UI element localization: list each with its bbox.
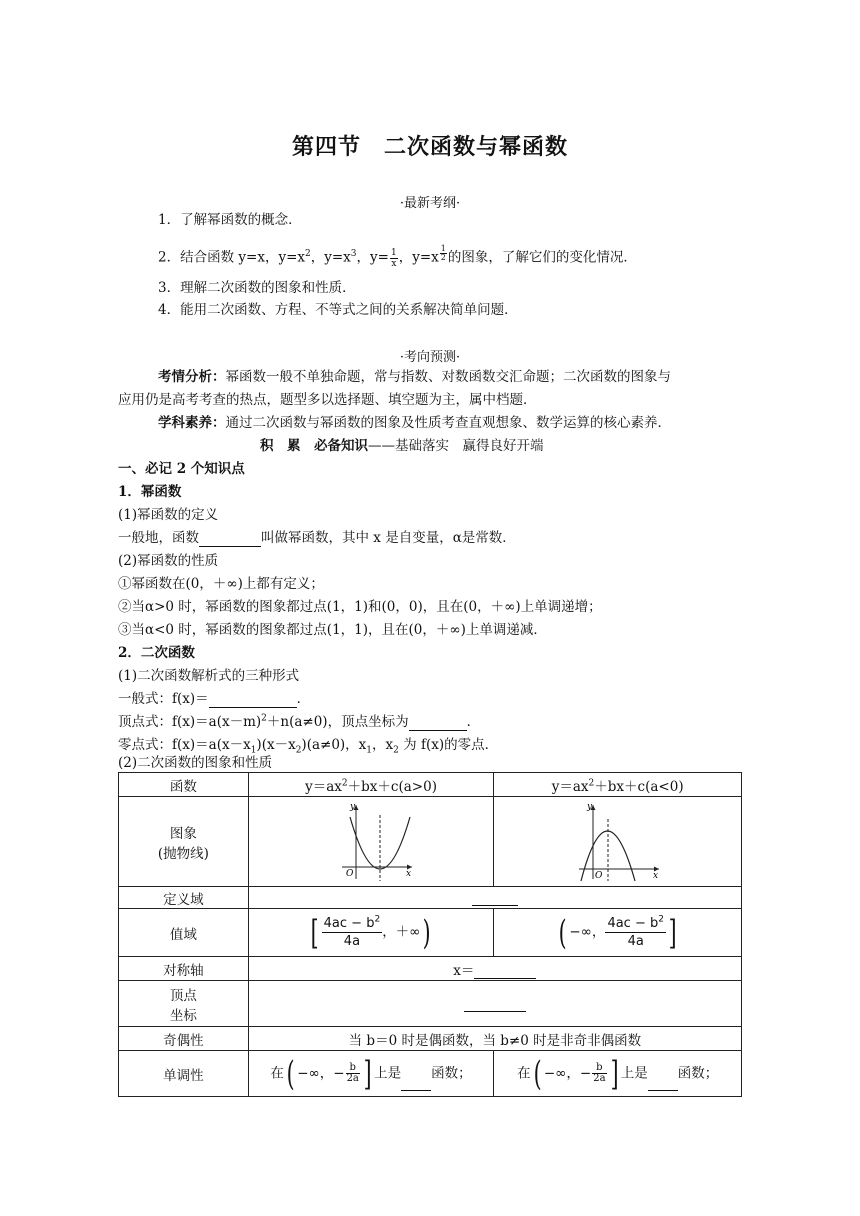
forecast-literacy: 学科素养：通过二次函数与幂函数的图象及性质考查直观想象、数学运算的核心素养．: [158, 415, 671, 431]
power-prop-2: ②当α>0 时，幂函数的图象都过点(1，1)和(0，0)，且在(0，＋∞)上单调递增；: [118, 599, 602, 615]
fill-blank: [209, 694, 297, 708]
range-a-positive: [ $\frac{4ac - b^2}{4a}$ ，＋∞): [248, 909, 494, 957]
syllabus-item-1: 1．了解幂函数的概念．: [158, 212, 302, 228]
quadratic-forms-title: (1)二次函数解析式的三种形式: [118, 668, 300, 684]
svg-text:y: y: [586, 801, 592, 812]
fraction-one-over-x: $\frac{1}{x}$: [390, 247, 397, 269]
fraction-b-over-2a: $\frac{b}{2a}$: [346, 1062, 359, 1084]
svg-text:O: O: [594, 870, 603, 881]
table-row: [119, 1027, 742, 1051]
svg-text:y: y: [350, 801, 356, 812]
vertex-form: 顶点式：$f(x)=a(x-m)^2+n(a\ne 0)$，顶点坐标为 ．: [118, 713, 481, 730]
header-a-positive: $y=ax^2+bx+c(a>0)$: [248, 773, 494, 797]
forecast-analysis-line-2: 应用仍是高考考查的热点，题型多以选择题、填空题为主，属中档题．: [118, 392, 537, 408]
page-title: 第四节 二次函数与幂函数: [291, 135, 568, 160]
graph-downward-parabola: [494, 797, 742, 887]
power-prop-title: (2)幂函数的性质: [118, 553, 219, 569]
range-fraction: $\frac{4ac - b^2}{4a}$: [607, 914, 664, 949]
upward-parabola-graph: [326, 801, 416, 883]
label-range: 值域: [119, 909, 249, 957]
fill-blank: [648, 1077, 678, 1091]
power-def-text: 一般地，函数 叫做幂函数，其中 x 是自变量，α是常数．: [118, 530, 516, 546]
monotonicity-a-negative: 在( −∞，− $\frac{b}{2a}$ ] 上是 函数；: [494, 1051, 742, 1097]
table-row: [119, 797, 742, 887]
forecast-heading: ·考向预测·: [399, 350, 461, 365]
general-form: 一般式：f(x)＝ ．: [118, 691, 311, 707]
range-a-negative: ( −∞， $\frac{4ac - b^2}{4a}$ ]: [494, 909, 742, 957]
power-def-title: (1)幂函数的定义: [118, 507, 219, 523]
axis-cell: x＝: [248, 957, 741, 981]
table-row: [119, 957, 742, 981]
quadratic-properties-table: [118, 772, 742, 1097]
range-fraction: $\frac{4ac - b^2}{4a}$: [323, 914, 381, 949]
fill-blank: [409, 717, 467, 731]
fill-blank: [474, 965, 536, 979]
table-row: [119, 773, 742, 797]
label-monotonicity: 单调性: [119, 1051, 249, 1097]
fill-blank: [199, 533, 261, 547]
graph-upward-parabola: [248, 797, 494, 887]
power-prop-3: ③当α<0 时，幂函数的图象都过点(1，1)，且在(0，＋∞)上单调递减．: [118, 622, 547, 638]
fill-blank: [464, 998, 526, 1012]
downward-parabola-graph: [573, 801, 663, 883]
forecast-analysis-line-1: 考情分析：幂函数一般不单独命题，常与指数、对数函数交汇命题；二次函数的图象与: [158, 369, 671, 385]
section-banner: 积 累 必备知识——基础落实 赢得良好开端: [260, 438, 544, 454]
graph-props-title: (2)二次函数的图象和性质: [118, 755, 273, 771]
fill-blank: [401, 1077, 431, 1091]
header-function: 函数: [119, 773, 249, 797]
table-row: [119, 887, 742, 909]
syllabus-heading: ·最新考纲·: [399, 196, 461, 211]
fraction-one-half-exponent: 1 2: [440, 244, 446, 262]
svg-text:x: x: [652, 870, 658, 881]
svg-text:x: x: [406, 868, 412, 879]
table-row: [119, 909, 742, 957]
quadratic-heading: 2．二次函数: [118, 645, 195, 661]
fill-blank: [472, 892, 518, 906]
label-parity: 奇偶性: [119, 1027, 249, 1051]
monotonicity-a-positive: 在( −∞，− $\frac{b}{2a}$ ] 上是 函数；: [248, 1051, 494, 1097]
syllabus-item-3: 3．理解二次函数的图象和性质．: [158, 280, 356, 296]
vertex-blank-cell: [248, 981, 741, 1027]
power-function-heading: 1．幂函数: [118, 484, 182, 500]
parity-cell: 当 b＝0 时是偶函数，当 b≠0 时是非奇非偶函数: [248, 1027, 741, 1051]
domain-blank-cell: [248, 887, 741, 909]
zero-form: 零点式：$f(x)=a(x-x_1)(x-x_2)(a\ne 0)$，$x_1$，$x_2$ 为 f(x)的零点．: [118, 737, 499, 756]
label-domain: 定义域: [119, 887, 249, 909]
table-row: [119, 1051, 742, 1097]
section-1-heading: 一、必记 2 个知识点: [118, 461, 245, 477]
label-axis-of-symmetry: 对称轴: [119, 957, 249, 981]
fraction-b-over-2a: $\frac{b}{2a}$: [593, 1062, 606, 1084]
table-row: [119, 981, 742, 1027]
label-graph: 图象 (抛物线): [119, 797, 249, 887]
svg-text:O: O: [346, 868, 354, 879]
power-prop-1: ①幂函数在(0，＋∞)上都有定义；: [118, 576, 324, 592]
syllabus-item-2: 2．结合函数 y=x，$y=x^2$，$y=x^3$，y= $\frac{1}{x}$ ，y=x $^{\frac{1}{2}}$ 的图象，了解它们的变化情况．: [158, 244, 637, 269]
syllabus-item-4: 4．能用二次函数、方程、不等式之间的关系解决简单问题．: [158, 302, 518, 318]
label-vertex: 顶点 坐标: [119, 981, 249, 1027]
header-a-negative: $y=ax^2+bx+c(a<0)$: [494, 773, 742, 797]
